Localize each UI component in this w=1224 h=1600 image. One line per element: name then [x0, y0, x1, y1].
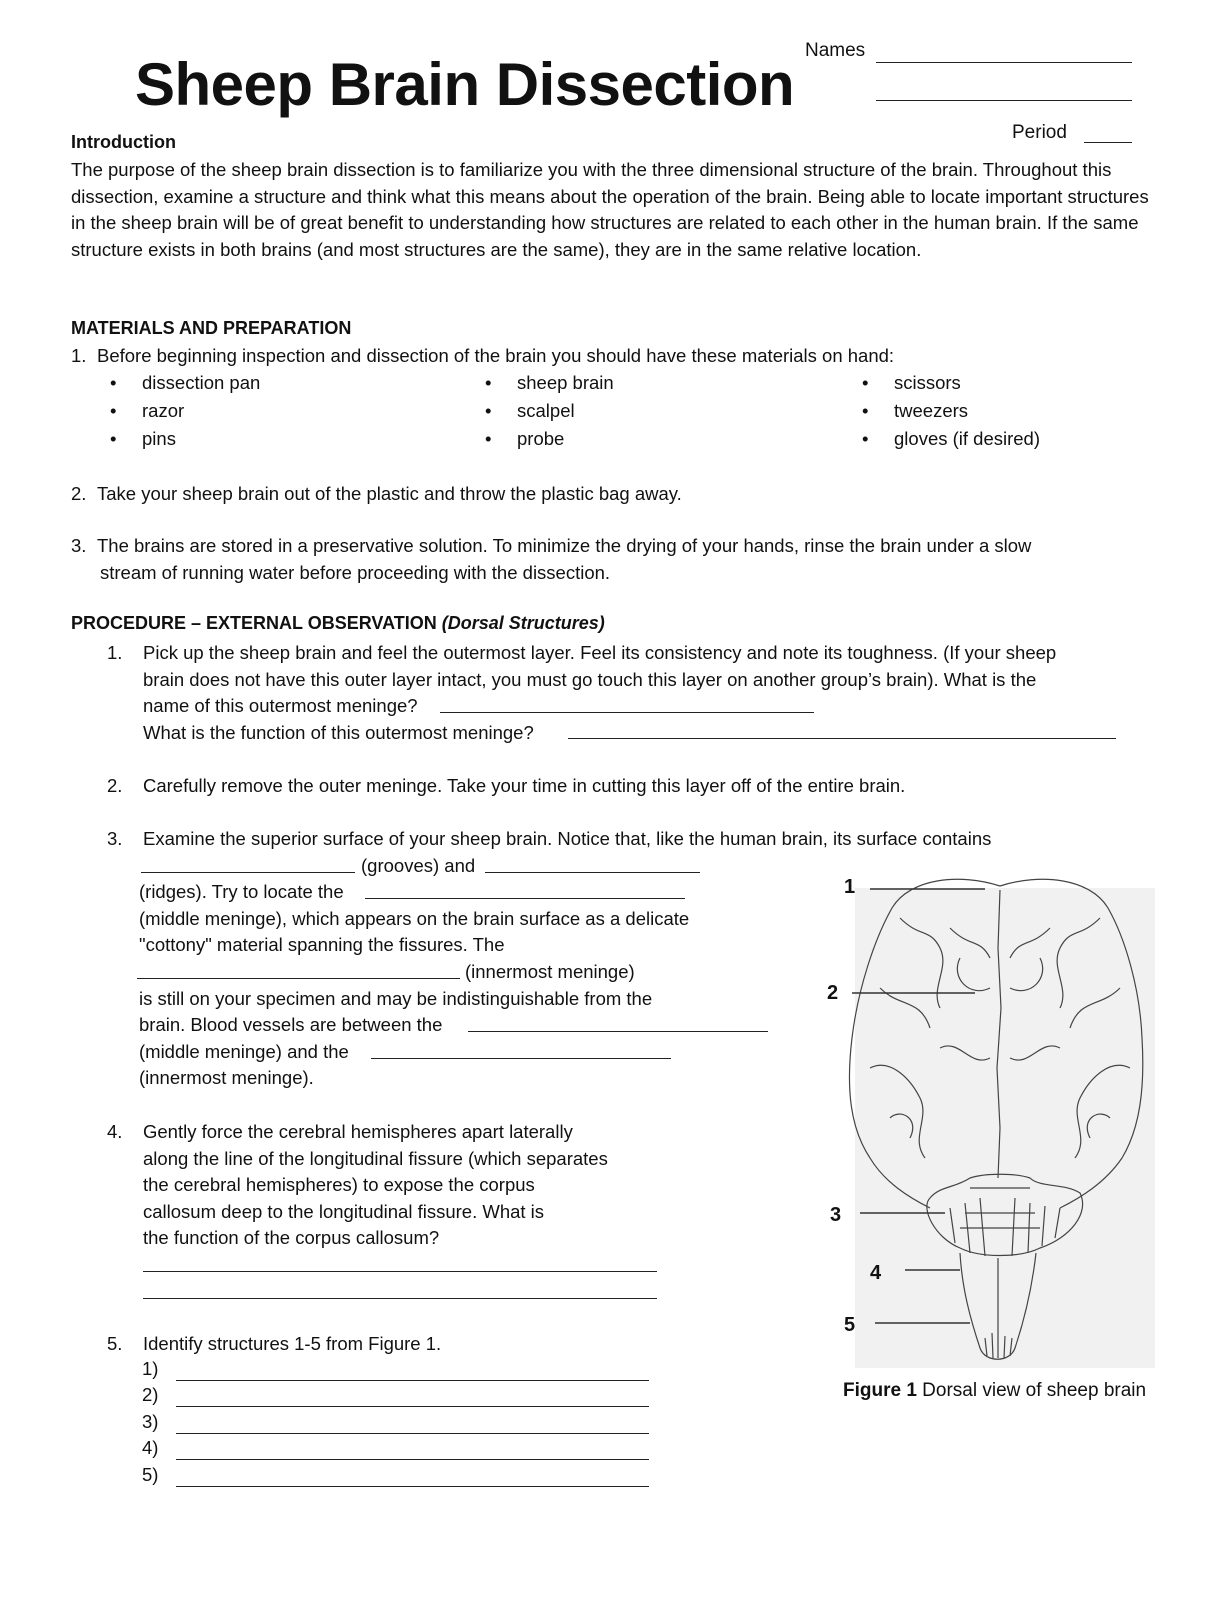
q1-name-answer-field[interactable]	[440, 712, 814, 713]
answer-field-3[interactable]	[176, 1433, 649, 1434]
answer-label-5: 5)	[142, 1464, 159, 1485]
answer-label-2: 2)	[142, 1384, 159, 1405]
q3-grooves-field[interactable]	[141, 872, 355, 873]
names-field-2[interactable]	[876, 100, 1132, 101]
figure-label-1: 1	[844, 876, 856, 898]
materials-heading: MATERIALS AND PREPARATION	[71, 318, 352, 338]
q4-answer-field-1[interactable]	[143, 1271, 657, 1272]
answer-field-5[interactable]	[176, 1486, 649, 1487]
answer-label-4: 4)	[142, 1437, 159, 1458]
introduction-heading: Introduction	[71, 132, 176, 152]
page-title: Sheep Brain Dissection	[135, 51, 795, 118]
q1-function-answer-field[interactable]	[568, 738, 1116, 739]
q3-innermost-meninge-field[interactable]	[137, 978, 460, 979]
figure-label-3: 3	[830, 1204, 842, 1226]
q3-blood-middle-field[interactable]	[468, 1031, 768, 1032]
figure-caption: Figure 1 Dorsal view of sheep brain	[843, 1380, 1147, 1401]
period-label: Period	[1012, 122, 1067, 143]
answer-field-2[interactable]	[176, 1406, 649, 1407]
procedure-heading: PROCEDURE – EXTERNAL OBSERVATION (Dorsal Structures)	[71, 613, 605, 633]
introduction-text: The purpose of the sheep brain dissection is to familiarize you with the three dimensional structure of the brain. Throughout this dissection, examine a structure and think what this means about the operation of the brain. Being able to locate important structures in the sheep brain will be of great benefit to understanding how structures are related to each other in the human brain. If the same structure exists in both brains (and most structures are the same), they are in the same relative location.	[71, 159, 1149, 260]
figure-label-4: 4	[870, 1262, 882, 1284]
period-field[interactable]	[1084, 142, 1132, 143]
answer-label-1: 1)	[142, 1358, 159, 1379]
answer-field-4[interactable]	[176, 1459, 649, 1460]
q3-blood-innermost-field[interactable]	[371, 1058, 671, 1059]
q4-answer-field-2[interactable]	[143, 1298, 657, 1299]
figure-label-2: 2	[827, 982, 839, 1004]
q3-middle-meninge-field[interactable]	[365, 898, 685, 899]
answer-field-1[interactable]	[176, 1380, 649, 1381]
sheep-brain-figure	[827, 868, 1152, 1378]
names-label: Names	[805, 40, 866, 61]
figure-label-5: 5	[844, 1314, 856, 1336]
answer-label-3: 3)	[142, 1411, 159, 1432]
q3-ridges-field[interactable]	[485, 872, 700, 873]
brain-diagram-icon	[840, 868, 1152, 1378]
names-field-1[interactable]	[876, 62, 1132, 63]
